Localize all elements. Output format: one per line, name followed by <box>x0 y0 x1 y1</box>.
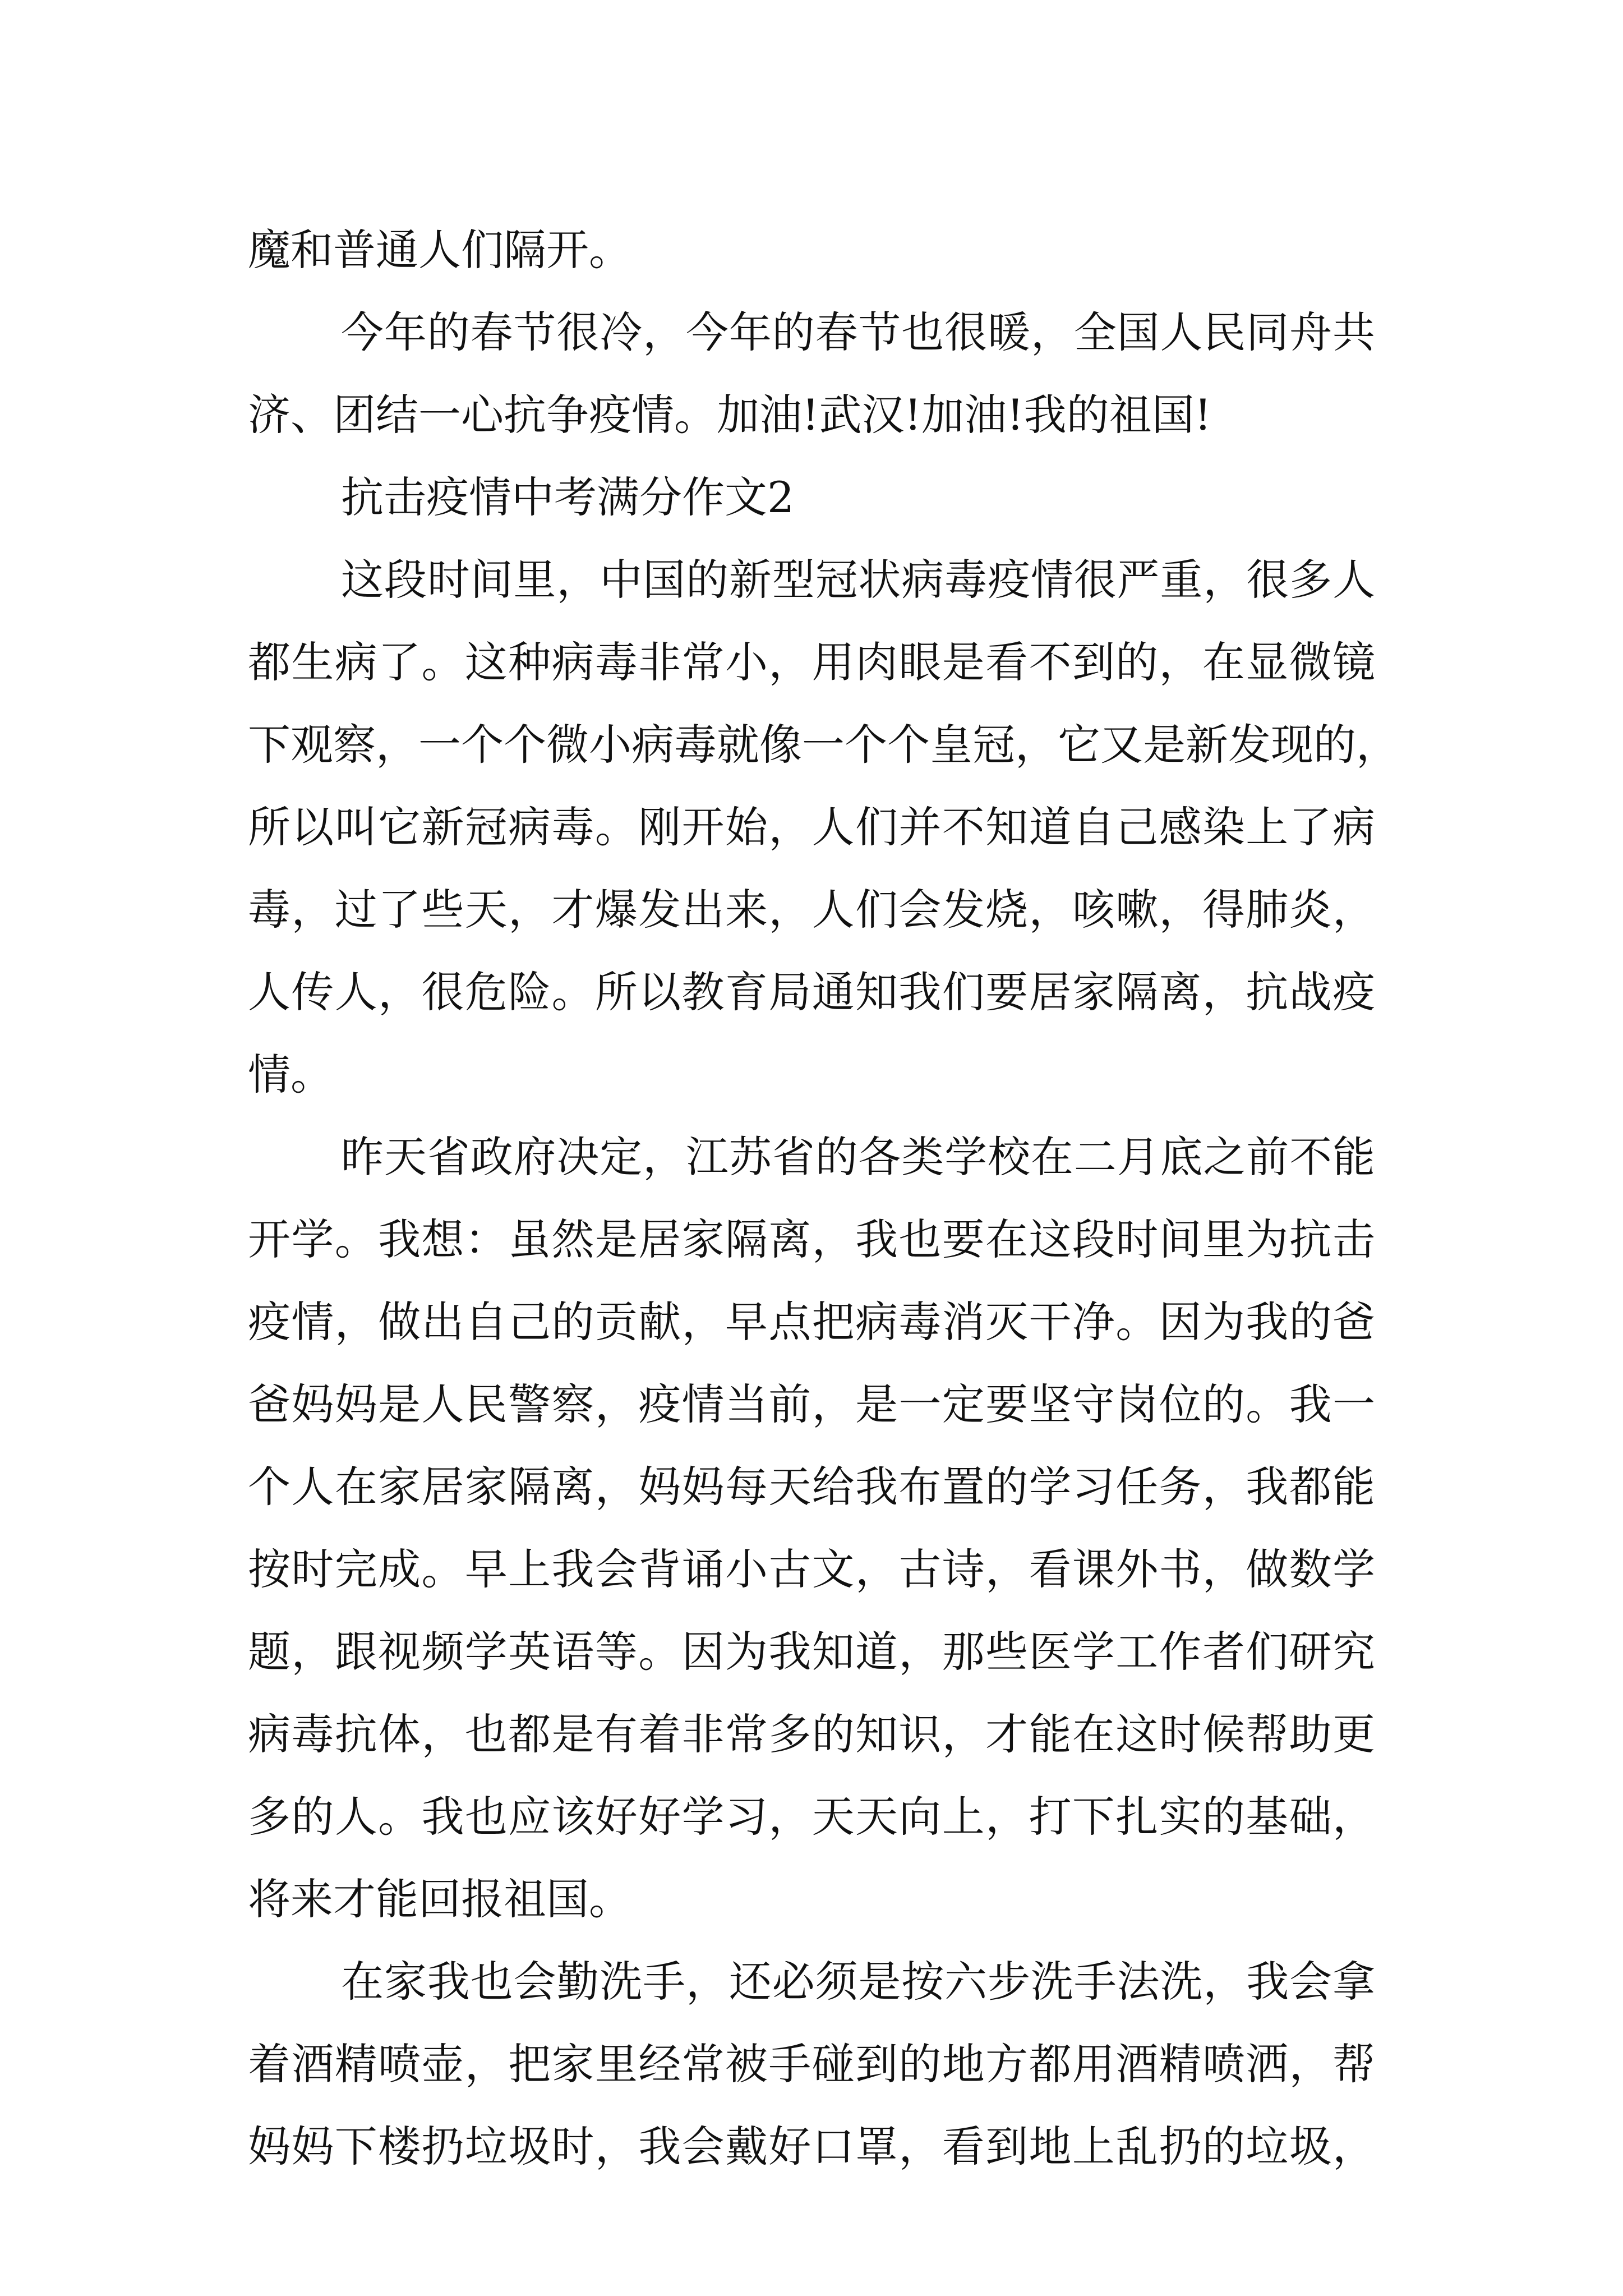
text-line: 个人在家居家隔离，妈妈每天给我布置的学习任务，我都能 <box>248 1462 1375 1512</box>
text-line: 魔和普通人们隔开。 <box>248 225 631 275</box>
essay-body <box>248 209 1399 2188</box>
text-line: 题，跟视频学英语等。因为我知道，那些医学工作者们研究 <box>248 1627 1375 1677</box>
text-line: 这段时间里，中国的新型冠状病毒疫情很严重，很多人 <box>341 555 1375 605</box>
text-line: 下观察，一个个微小病毒就像一个个皇冠，它又是新发现的， <box>248 720 1399 770</box>
text-line: 昨天省政府决定，江苏省的各类学校在二月底之前不能 <box>341 1132 1375 1182</box>
text-line: 爸妈妈是人民警察，疫情当前，是一定要坚守岗位的。我一 <box>248 1379 1375 1429</box>
text-line: 按时完成。早上我会背诵小古文，古诗，看课外书，做数学 <box>248 1544 1375 1594</box>
section-heading: 抗击疫情中考满分作文2 <box>341 472 795 522</box>
text-line: 都生病了。这种病毒非常小，用肉眼是看不到的，在显微镜 <box>248 637 1375 687</box>
text-line: 今年的春节很冷，今年的春节也很暖，全国人民同舟共 <box>341 307 1375 357</box>
text-line: 情。 <box>248 1050 333 1099</box>
text-line: 着酒精喷壶，把家里经常被手碰到的地方都用酒精喷洒，帮 <box>248 2039 1375 2089</box>
text-line: 多的人。我也应该好好学习，天天向上，打下扎实的基础， <box>248 1792 1375 1842</box>
text-line: 妈妈下楼扔垃圾时，我会戴好口罩，看到地上乱扔的垃圾， <box>248 2122 1375 2171</box>
text-line: 人传人，很危险。所以教育局通知我们要居家隔离，抗战疫 <box>248 967 1375 1017</box>
text-line: 所以叫它新冠病毒。刚开始，人们并不知道自己感染上了病 <box>248 802 1375 852</box>
text-line: 毒，过了些天，才爆发出来，人们会发烧，咳嗽，得肺炎， <box>248 885 1375 935</box>
text-line: 济、团结一心抗争疫情。加油!武汉!加油!我的祖国! <box>248 390 1212 440</box>
text-line: 将来才能回报祖国。 <box>248 1874 631 1924</box>
text-line: 疫情，做出自己的贡献，早点把病毒消灭干净。因为我的爸 <box>248 1297 1375 1347</box>
text-line: 开学。我想：虽然是居家隔离，我也要在这段时间里为抗击 <box>248 1214 1375 1264</box>
text-line: 病毒抗体，也都是有着非常多的知识，才能在这时候帮助更 <box>248 1709 1375 1759</box>
text-line: 在家我也会勤洗手，还必须是按六步洗手法洗，我会拿 <box>341 1957 1375 2007</box>
